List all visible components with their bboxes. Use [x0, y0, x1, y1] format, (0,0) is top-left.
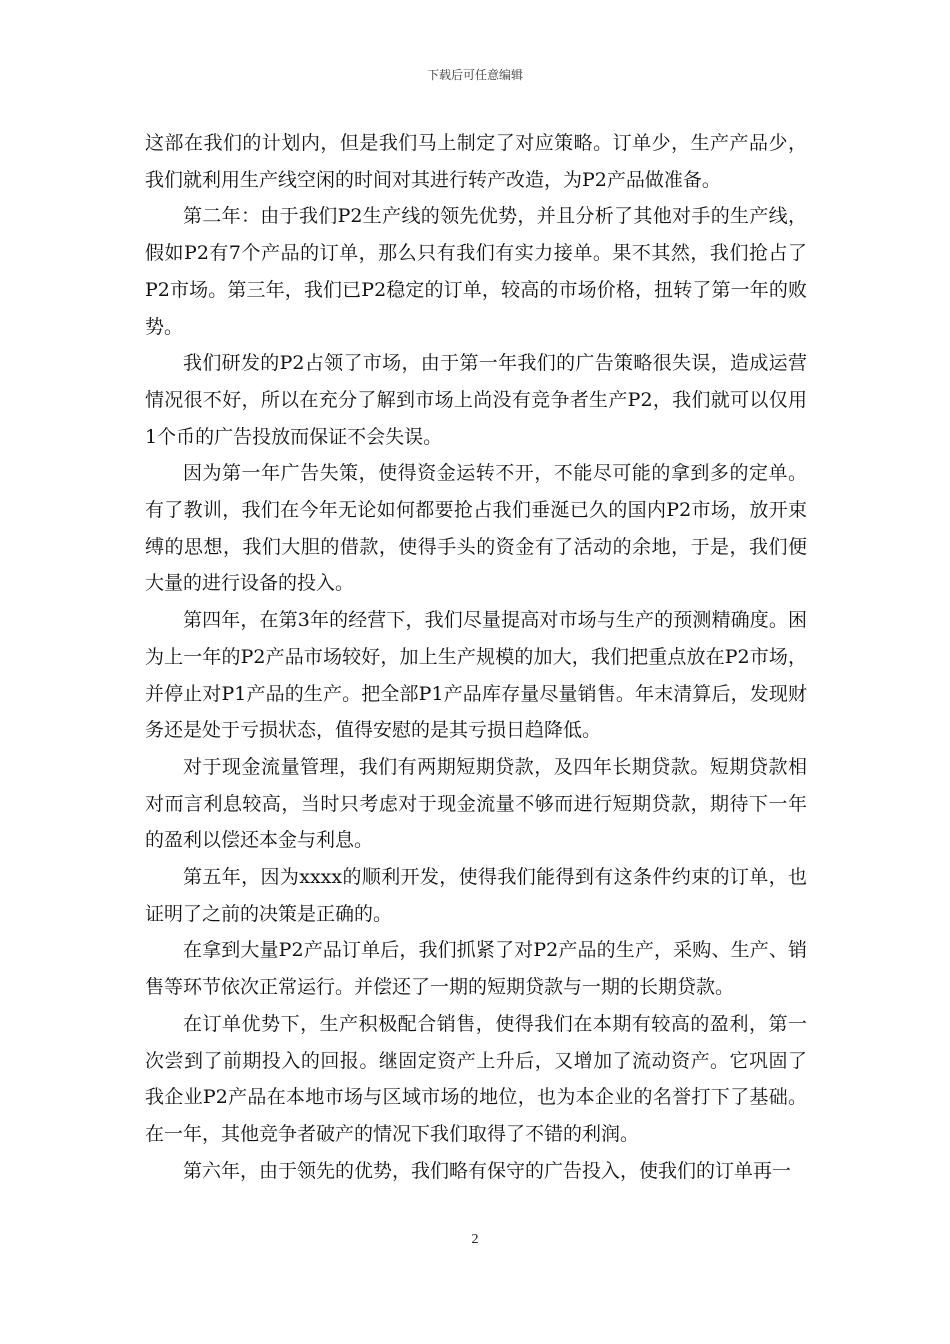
- paragraph: 在订单优势下，生产积极配合销售，使得我们在本期有较高的盈利，第一次尝到了前期投入的回报。继固定资产上升后，又增加了流动资产。它巩固了我企业P2产品在本地市场与区域市场的地位，也为本企业的名誉打下了基础。在一年，其他竞争者破产的情况下我们取得了不错的利润。: [145, 1012, 807, 1145]
- paragraph: 第四年，在第3年的经营下，我们尽量提高对市场与生产的预测精确度。困为上一年的P2产品市场较好，加上生产规模的加大，我们把重点放在P2市场，并停止对P1产品的生产。把全部P1产品库存量尽量销售。年末清算后，发现财务还是处于亏损状态，值得安慰的是其亏损日趋降低。: [145, 609, 807, 742]
- paragraph: 第五年，因为xxxx的顺利开发，使得我们能得到有这条件约束的订单，也证明了之前的决策是正确的。: [145, 866, 807, 925]
- page-header: 下载后可任意编辑: [426, 68, 523, 82]
- paragraph: 在拿到大量P2产品订单后，我们抓紧了对P2产品的生产，采购、生产、销售等环节依次正常运行。并偿还了一期的短期贷款与一期的长期贷款。: [145, 939, 807, 999]
- paragraph: 对于现金流量管理，我们有两期短期贷款，及四年长期贷款。短期贷款相对而言利息较高，当时只考虑对于现金流量不够而进行短期贷款，期待下一年的盈利以偿还本金与利息。: [145, 755, 807, 852]
- paragraph: 第二年：由于我们P2生产线的领先优势，并且分析了其他对手的生产线，假如P2有7个产品的订单，那么只有我们有实力接单。果不其然，我们抢占了P2市场。第三年，我们已P2稳定的订单，较高的市场价格，扭转了第一年的败势。: [145, 205, 807, 338]
- paragraph: 这部在我们的计划内，但是我们马上制定了对应策略。订单少，生产产品少，我们就利用生产线空闲的时间对其进行转产改造，为P2产品做准备。: [145, 132, 807, 191]
- paragraph: 我们研发的P2占领了市场，由于第一年我们的广告策略很失误，造成运营情况很不好，所以在充分了解到市场上尚没有竞争者生产P2，我们就可以仅用1个币的广告投放而保证不会失误。: [145, 352, 807, 448]
- paragraph: 因为第一年广告失策，使得资金运转不开，不能尽可能的拿到多的定单。有了教训，我们在今年无论如何都要抢占我们垂涎已久的国内P2市场，放开束缚的思想，我们大胆的借款，使得手头的资金有了活动的余地，于是，我们便大量的进行设备的投入。: [145, 462, 807, 595]
- page-number: 2: [471, 1232, 479, 1247]
- paragraph: 第六年，由于领先的优势，我们略有保守的广告投入，使我们的订单再一: [183, 1159, 792, 1182]
- document-body: [145, 125, 807, 1189]
